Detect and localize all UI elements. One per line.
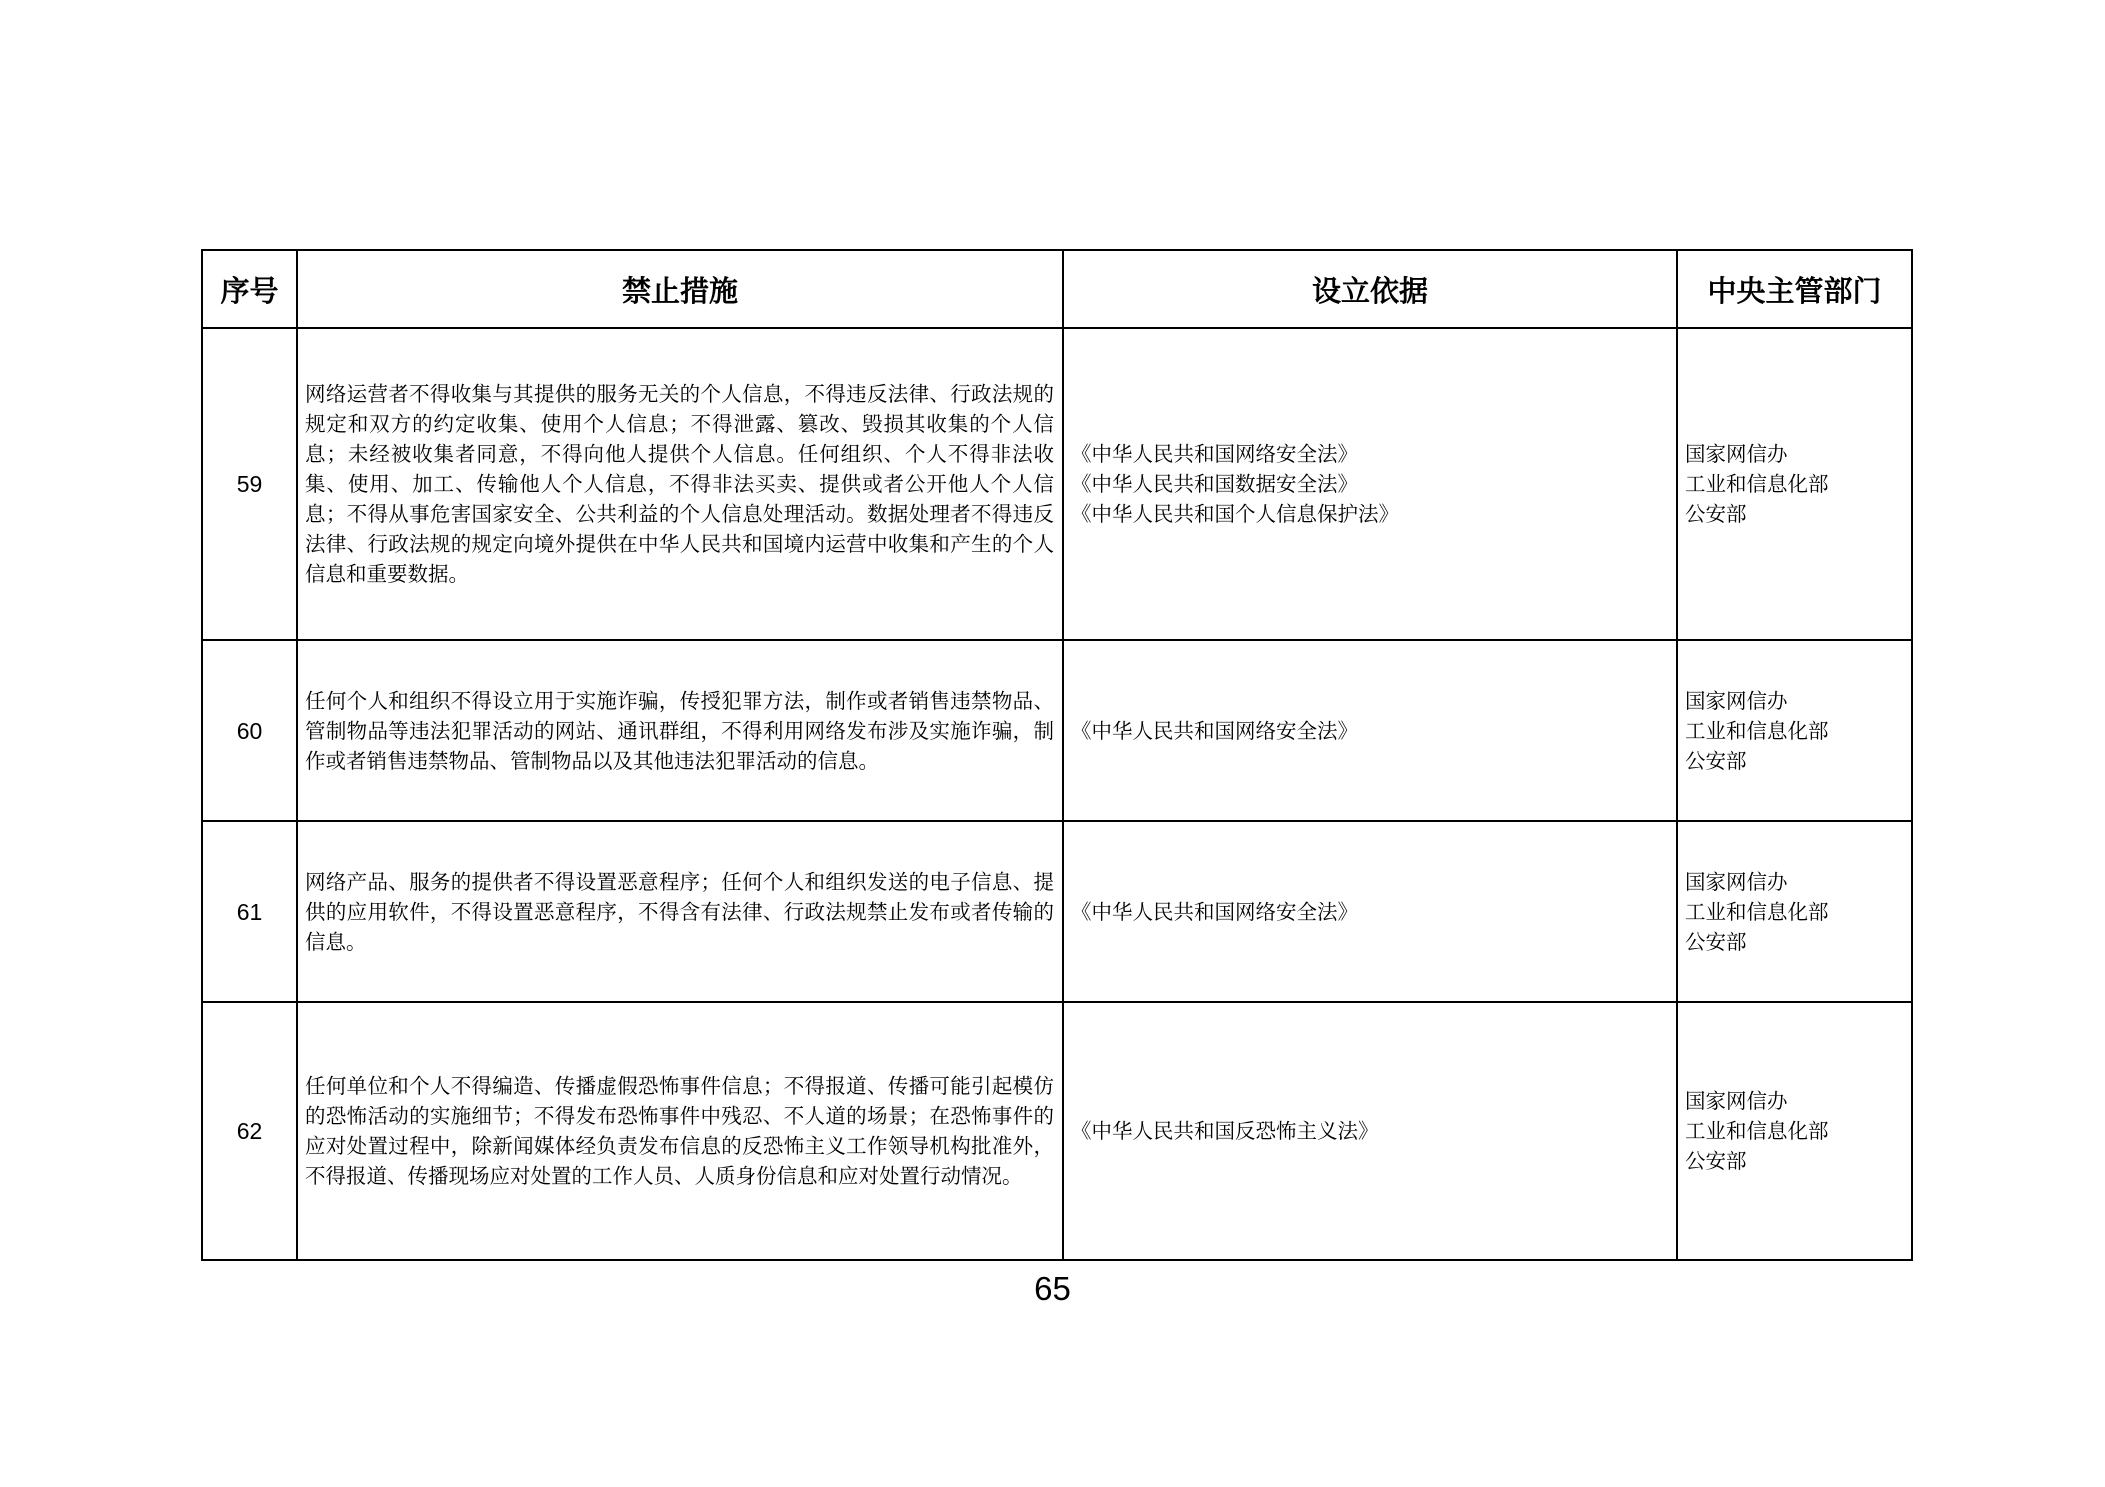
header-measure: 禁止措施: [297, 250, 1063, 328]
row-seq: 60: [202, 640, 297, 821]
dept-name: 工业和信息化部: [1685, 472, 1829, 496]
row-measure: 网络运营者不得收集与其提供的服务无关的个人信息，不得违反法律、行政法规的规定和双方的约定收集、使用个人信息；不得泄露、篡改、毁损其收集的个人信息；未经被收集者同意，不得向他人提供个人信息。任何组织、个人不得非法收集、使用、加工、传输他人个人信息，不得非法买卖、提供或者公开他人个人信息；不得从事危害国家安全、公共利益的个人信息处理活动。数据处理者不得违反法律、行政法规的规定向境外提供在中华人民共和国境内运营中收集和产生的个人信息和重要数据。: [297, 328, 1063, 640]
dept-name: 国家网信办: [1685, 869, 1788, 894]
basis-law: 《中华人民共和国网络安全法》: [1071, 899, 1358, 924]
dept-name: 国家网信办: [1685, 688, 1788, 713]
row-measure: 任何单位和个人不得编造、传播虚假恐怖事件信息；不得报道、传播可能引起模仿的恐怖活动的实施细节；不得发布恐怖事件中残忍、不人道的场景；在恐怖事件的应对处置过程中，除新闻媒体经负责发布信息的反恐怖主义工作领导机构批准外，不得报道、传播现场应对处置的工作人员、人质身份信息和应对处置行动情况。: [297, 1002, 1063, 1260]
row-seq: 61: [202, 821, 297, 1002]
row-basis: [1063, 821, 1677, 1002]
row-basis: [1063, 1002, 1677, 1260]
row-seq: 62: [202, 1002, 297, 1260]
table-row: [202, 821, 1912, 1002]
row-basis: [1063, 328, 1677, 640]
header-seq: 序号: [202, 250, 297, 328]
row-measure: 任何个人和组织不得设立用于实施诈骗，传授犯罪方法，制作或者销售违禁物品、管制物品等违法犯罪活动的网站、通讯群组，不得利用网络发布涉及实施诈骗，制作或者销售违禁物品、管制物品以及其他违法犯罪活动的信息。: [297, 640, 1063, 821]
basis-law: 《中华人民共和国网络安全法》: [1071, 442, 1358, 466]
row-dept: [1677, 328, 1912, 640]
basis-law: 《中华人民共和国反恐怖主义法》: [1071, 1119, 1379, 1143]
row-dept: [1677, 821, 1912, 1002]
row-dept: [1677, 640, 1912, 821]
dept-name: 公安部: [1685, 502, 1747, 526]
row-measure: 网络产品、服务的提供者不得设置恶意程序；任何个人和组织发送的电子信息、提供的应用软件，不得设置恶意程序，不得含有法律、行政法规禁止发布或者传输的信息。: [297, 821, 1063, 1002]
dept-name: 国家网信办: [1685, 1089, 1788, 1113]
dept-name: 国家网信办: [1685, 442, 1788, 466]
header-basis: 设立依据: [1063, 250, 1677, 328]
basis-law: 《中华人民共和国网络安全法》: [1071, 718, 1358, 743]
row-dept: [1677, 1002, 1912, 1260]
dept-name: 公安部: [1685, 929, 1747, 954]
table-row: [202, 640, 1912, 821]
dept-name: 公安部: [1685, 748, 1747, 773]
dept-name: 工业和信息化部: [1685, 718, 1829, 743]
prohibition-table: [201, 249, 1913, 1261]
page-number: 65: [1034, 1270, 1071, 1307]
table-row: [202, 1002, 1912, 1260]
dept-name: 工业和信息化部: [1685, 899, 1829, 924]
header-dept: 中央主管部门: [1677, 250, 1912, 328]
dept-name: 公安部: [1685, 1149, 1747, 1173]
table-header-row: [202, 250, 1912, 328]
basis-law: 《中华人民共和国数据安全法》: [1071, 472, 1358, 496]
basis-law: 《中华人民共和国个人信息保护法》: [1071, 502, 1399, 526]
table-row: [202, 328, 1912, 640]
dept-name: 工业和信息化部: [1685, 1119, 1829, 1143]
row-basis: [1063, 640, 1677, 821]
row-seq: 59: [202, 328, 297, 640]
